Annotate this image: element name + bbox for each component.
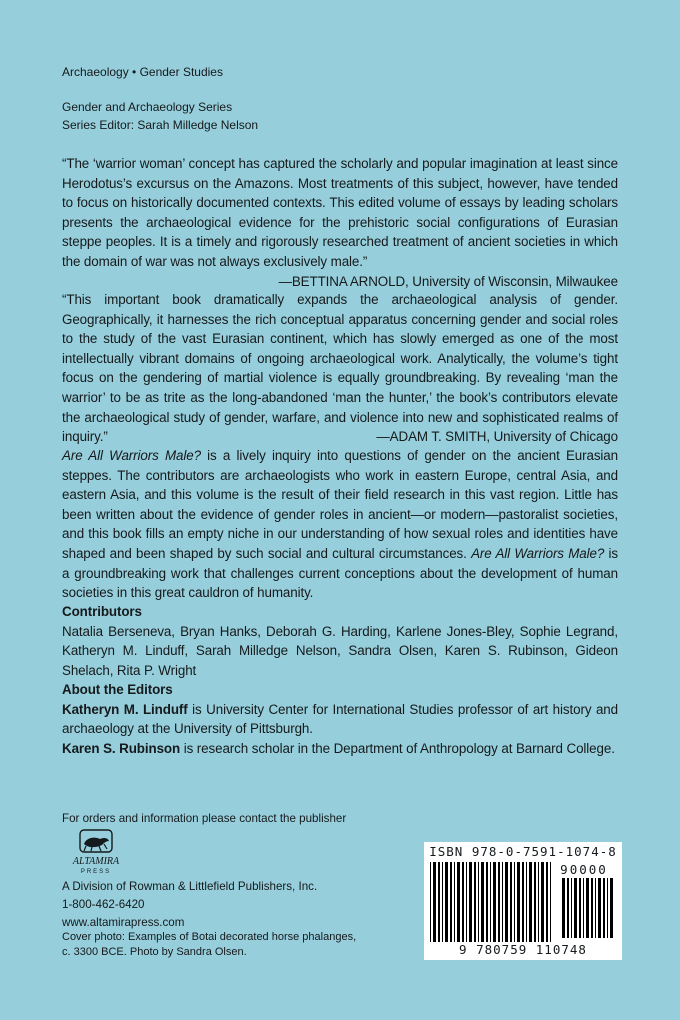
ean-barcode-bars [430,862,554,942]
barcode-bar [457,862,460,942]
barcode-bar [510,862,512,942]
barcode-bar [486,862,488,942]
barcode-bar [550,862,551,942]
description-text-1: is a lively inquiry into questions of gender on the ancient Eurasian steppes. The contributors are archaeologists who work in eastern Europe, central Asia, and eastern Asia, and this volume is the result of their field research in this vast region. Little has been written about the evidence of gender roles in ancient—or modern—pastoralist societies, and this book fills an empty niche in our understanding of how sexual roles and identities have shaped and been shaped by such social and cultural circumstances. [62,448,618,561]
series-name: Gender and Archaeology Series [62,100,233,114]
publisher-phone: 1-800-462-6420 [62,898,145,911]
barcode-bar [493,862,496,942]
barcode-bar [591,878,593,938]
category-line: Archaeology • Gender Studies [62,65,223,79]
blurb-smith-attribution: —ADAM T. SMITH, University of Chicago [376,429,618,445]
barcode-bar [505,862,508,942]
cover-photo-credit-1: Cover photo: Examples of Botai decorated horse phalanges, [62,931,357,943]
price-code: 90000 [560,862,608,877]
series-editor: Series Editor: Sarah Milledge Nelson [62,118,259,132]
publisher-division: A Division of Rowman & Littlefield Publishers, Inc. [62,880,318,893]
barcode-bar [598,878,601,938]
barcode-bar [583,878,584,938]
contributors-section [62,602,618,680]
editor-rubinson-name: Karen S. Rubinson [62,740,181,756]
barcode-bar [534,862,536,942]
barcode-bar [438,862,440,942]
isbn-barcode [424,842,622,960]
book-title-mention: Are All Warriors Male? [62,448,201,463]
barcode-bar [603,878,605,938]
contributors-list: Natalia Berseneva, Bryan Hanks, Deborah G. Harding, Karlene Jones-Bley, Sophie Legrand, Katheryn M. Linduff, Sarah Milledge Nelson, Sandra Olsen, Karen S. Rubinson, Gideon Shelach, Rita P. Wright [62,623,618,678]
barcode-bar [502,862,503,942]
cover-photo-credit-2: c. 3300 BCE. Photo by Sandra Olsen. [62,946,247,958]
isbn-digits: 9 780759 110748 [459,942,587,957]
barcode-bar [469,862,472,942]
barcode-bar [586,878,589,938]
barcode-bar [466,862,467,942]
editor-rubinson-bio: is research scholar in the Department of Anthropology at Barnard College. [180,740,615,756]
editor-linduff-bio: is University Center for International Studies professor of art history and archaeology at the University of Pittsburgh. [62,701,618,737]
barcode-bar [567,878,569,938]
barcode-bar [430,862,431,942]
blurb-smith-text: “This important book dramatically expands the archaeological analysis of gender. Geographically, it harnesses the rich conceptual apparatus concerning gender and social roles to the study of the vast Eurasian continent, which has slowly emerged as one of the most intellectually vibrant domains of ongoing archaeological work. Analytically, the volume’s tight focus on the gendering of martial violence is equally groundbreaking. By revealing ‘man the warrior’ to be as trite as the long-abandoned ‘man the hunter,’ the book’s contributors elevate the archaeological study of gender, warfare, and violence into new and sophisticated realms of inquiry.” [62,292,618,445]
blurb-smith [62,290,618,447]
barcode-bar [574,878,577,938]
barcode-bar [526,862,527,942]
barcode-bar [579,878,581,938]
editor-linduff [62,700,618,739]
barcode-bar [454,862,455,942]
publisher-website[interactable]: www.altamirapress.com [62,916,185,929]
barcode-bar [462,862,464,942]
altamira-logo-text: ALTAMIRA [72,856,120,867]
description-text-2: is a groundbreaking work that challenges current conceptions about the development of human societies in this great cauldron of humanity. [62,545,618,601]
contributors-heading: Contributors [62,604,142,619]
blurb-arnold-attribution: —BETTINA ARNOLD, University of Wisconsin, Milwaukee [278,273,618,289]
barcode-bar [481,862,484,942]
barcode-bar [490,862,491,942]
barcode-bar [607,878,608,938]
publisher-contact: For orders and information please contact the publisher [62,812,347,825]
barcode-bar [546,862,548,942]
isbn-label: ISBN 978-0-7591-1074-8 [429,844,617,859]
barcode-bar [478,862,479,942]
barcode-bar [517,862,520,942]
barcode-bar [514,862,515,942]
barcode-bar [541,862,544,942]
blurb-arnold-text: “The ‘warrior woman’ concept has captured the scholarly and popular imagination at least since Herodotus’s excursus on the Amazons. Most treatments of this subject, however, have tended to focus on historically documented contexts. This edited volume of essays by leading scholars presents the archaeological evidence for the prehistoric social configurations of Eurasian steppe peoples. It is a timely and rigorously researched treatment of ancient societies in which the domain of war was not always exclusively male.” [62,156,618,269]
barcode-bar [445,862,448,942]
barcode-bar [433,862,436,942]
barcode-bar [474,862,476,942]
altamira-logo-subtext: PRESS [80,869,112,875]
altamira-logo [66,828,126,876]
barcode-bar [450,862,452,942]
barcode-bar [538,862,539,942]
barcode-bar [610,878,613,938]
editor-linduff-name: Katheryn M. Linduff [62,701,188,717]
book-description [62,446,618,603]
barcode-bar [522,862,524,942]
addon-barcode-bars [562,878,614,938]
editors-section [62,680,618,758]
blurb-arnold [62,154,618,291]
barcode-bar [442,862,443,942]
barcode-bar [595,878,596,938]
barcode-bar [562,878,565,938]
barcode-bar [498,862,500,942]
editors-heading: About the Editors [62,682,173,697]
barcode-bar [571,878,572,938]
barcode-bar [529,862,532,942]
book-title-mention-2: Are All Warriors Male? [471,545,605,561]
altamira-horse-icon [66,828,126,876]
editor-rubinson [62,739,618,759]
